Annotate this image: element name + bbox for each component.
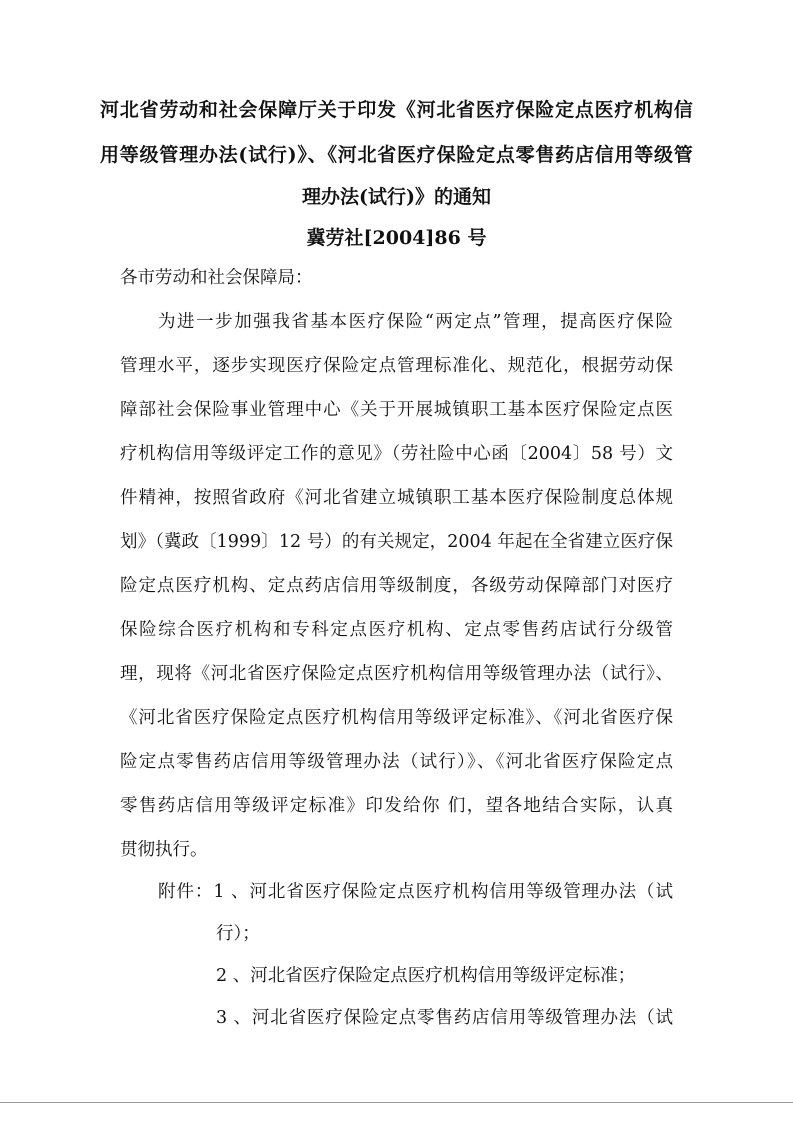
body-line: 险定点医疗机构、定点药店信用等级制度，各级劳动保障部门对医疗 xyxy=(120,576,673,596)
body-line: 件精神，按照省政府《河北省建立城镇职工基本医疗保险制度总体规 xyxy=(120,488,673,508)
attachment-item-1-cont: 行）； xyxy=(216,924,260,944)
body-line: 险定点零售药店信用等级管理办法（试行）》、《河北省医疗保险定点 xyxy=(120,752,673,772)
body-line: 疗机构信用等级评定工作的意见》（劳社险中心函〔2004〕58 号）文 xyxy=(120,444,673,464)
document-number: 冀劳社[2004]86 号 xyxy=(306,227,487,249)
body-line: 贯彻执行。 xyxy=(120,840,208,860)
title-line-3: 理办法(试行)》的通知 xyxy=(302,186,491,208)
body-line: 管理水平，逐步实现医疗保险定点管理标准化、规范化，根据劳动保 xyxy=(120,356,673,376)
body-line: 划》（冀政〔1999〕12 号）的有关规定，2004 年起在全省建立医疗保 xyxy=(120,532,673,552)
body-line: 保险综合医疗机构和专科定点医疗机构、定点零售药店试行分级管 xyxy=(120,620,673,640)
body-line: 零售药店信用等级评定标准》印发给你 们，望各地结合实际，认真 xyxy=(120,796,673,816)
attachment-item-1: 附件：1 、河北省医疗保险定点医疗机构信用等级管理办法（试 xyxy=(158,882,673,902)
body-line: 《河北省医疗保险定点医疗机构信用等级评定标准》、《河北省医疗保 xyxy=(120,708,673,728)
page-bottom-rule xyxy=(0,1102,793,1103)
body-line: 为进一步加强我省基本医疗保险“两定点”管理，提高医疗保险 xyxy=(158,312,673,332)
body-line: 理，现将《河北省医疗保险定点医疗机构信用等级管理办法（试行》、 xyxy=(120,664,673,684)
body-line: 障部社会保险事业管理中心《关于开展城镇职工基本医疗保险定点医 xyxy=(120,400,673,420)
attachment-item-3: 3 、河北省医疗保险定点零售药店信用等级管理办法（试 xyxy=(216,1008,673,1028)
attachment-item-2: 2 、河北省医疗保险定点医疗机构信用等级评定标准； xyxy=(216,966,636,986)
title-line-2: 用等级管理办法(试行)》、《河北省医疗保险定点零售药店信用等级管 xyxy=(100,144,693,166)
salutation: 各市劳动和社会保障局： xyxy=(120,268,313,288)
title-line-1: 河北省劳动和社会保障厅关于印发《河北省医疗保险定点医疗机构信 xyxy=(100,99,693,121)
